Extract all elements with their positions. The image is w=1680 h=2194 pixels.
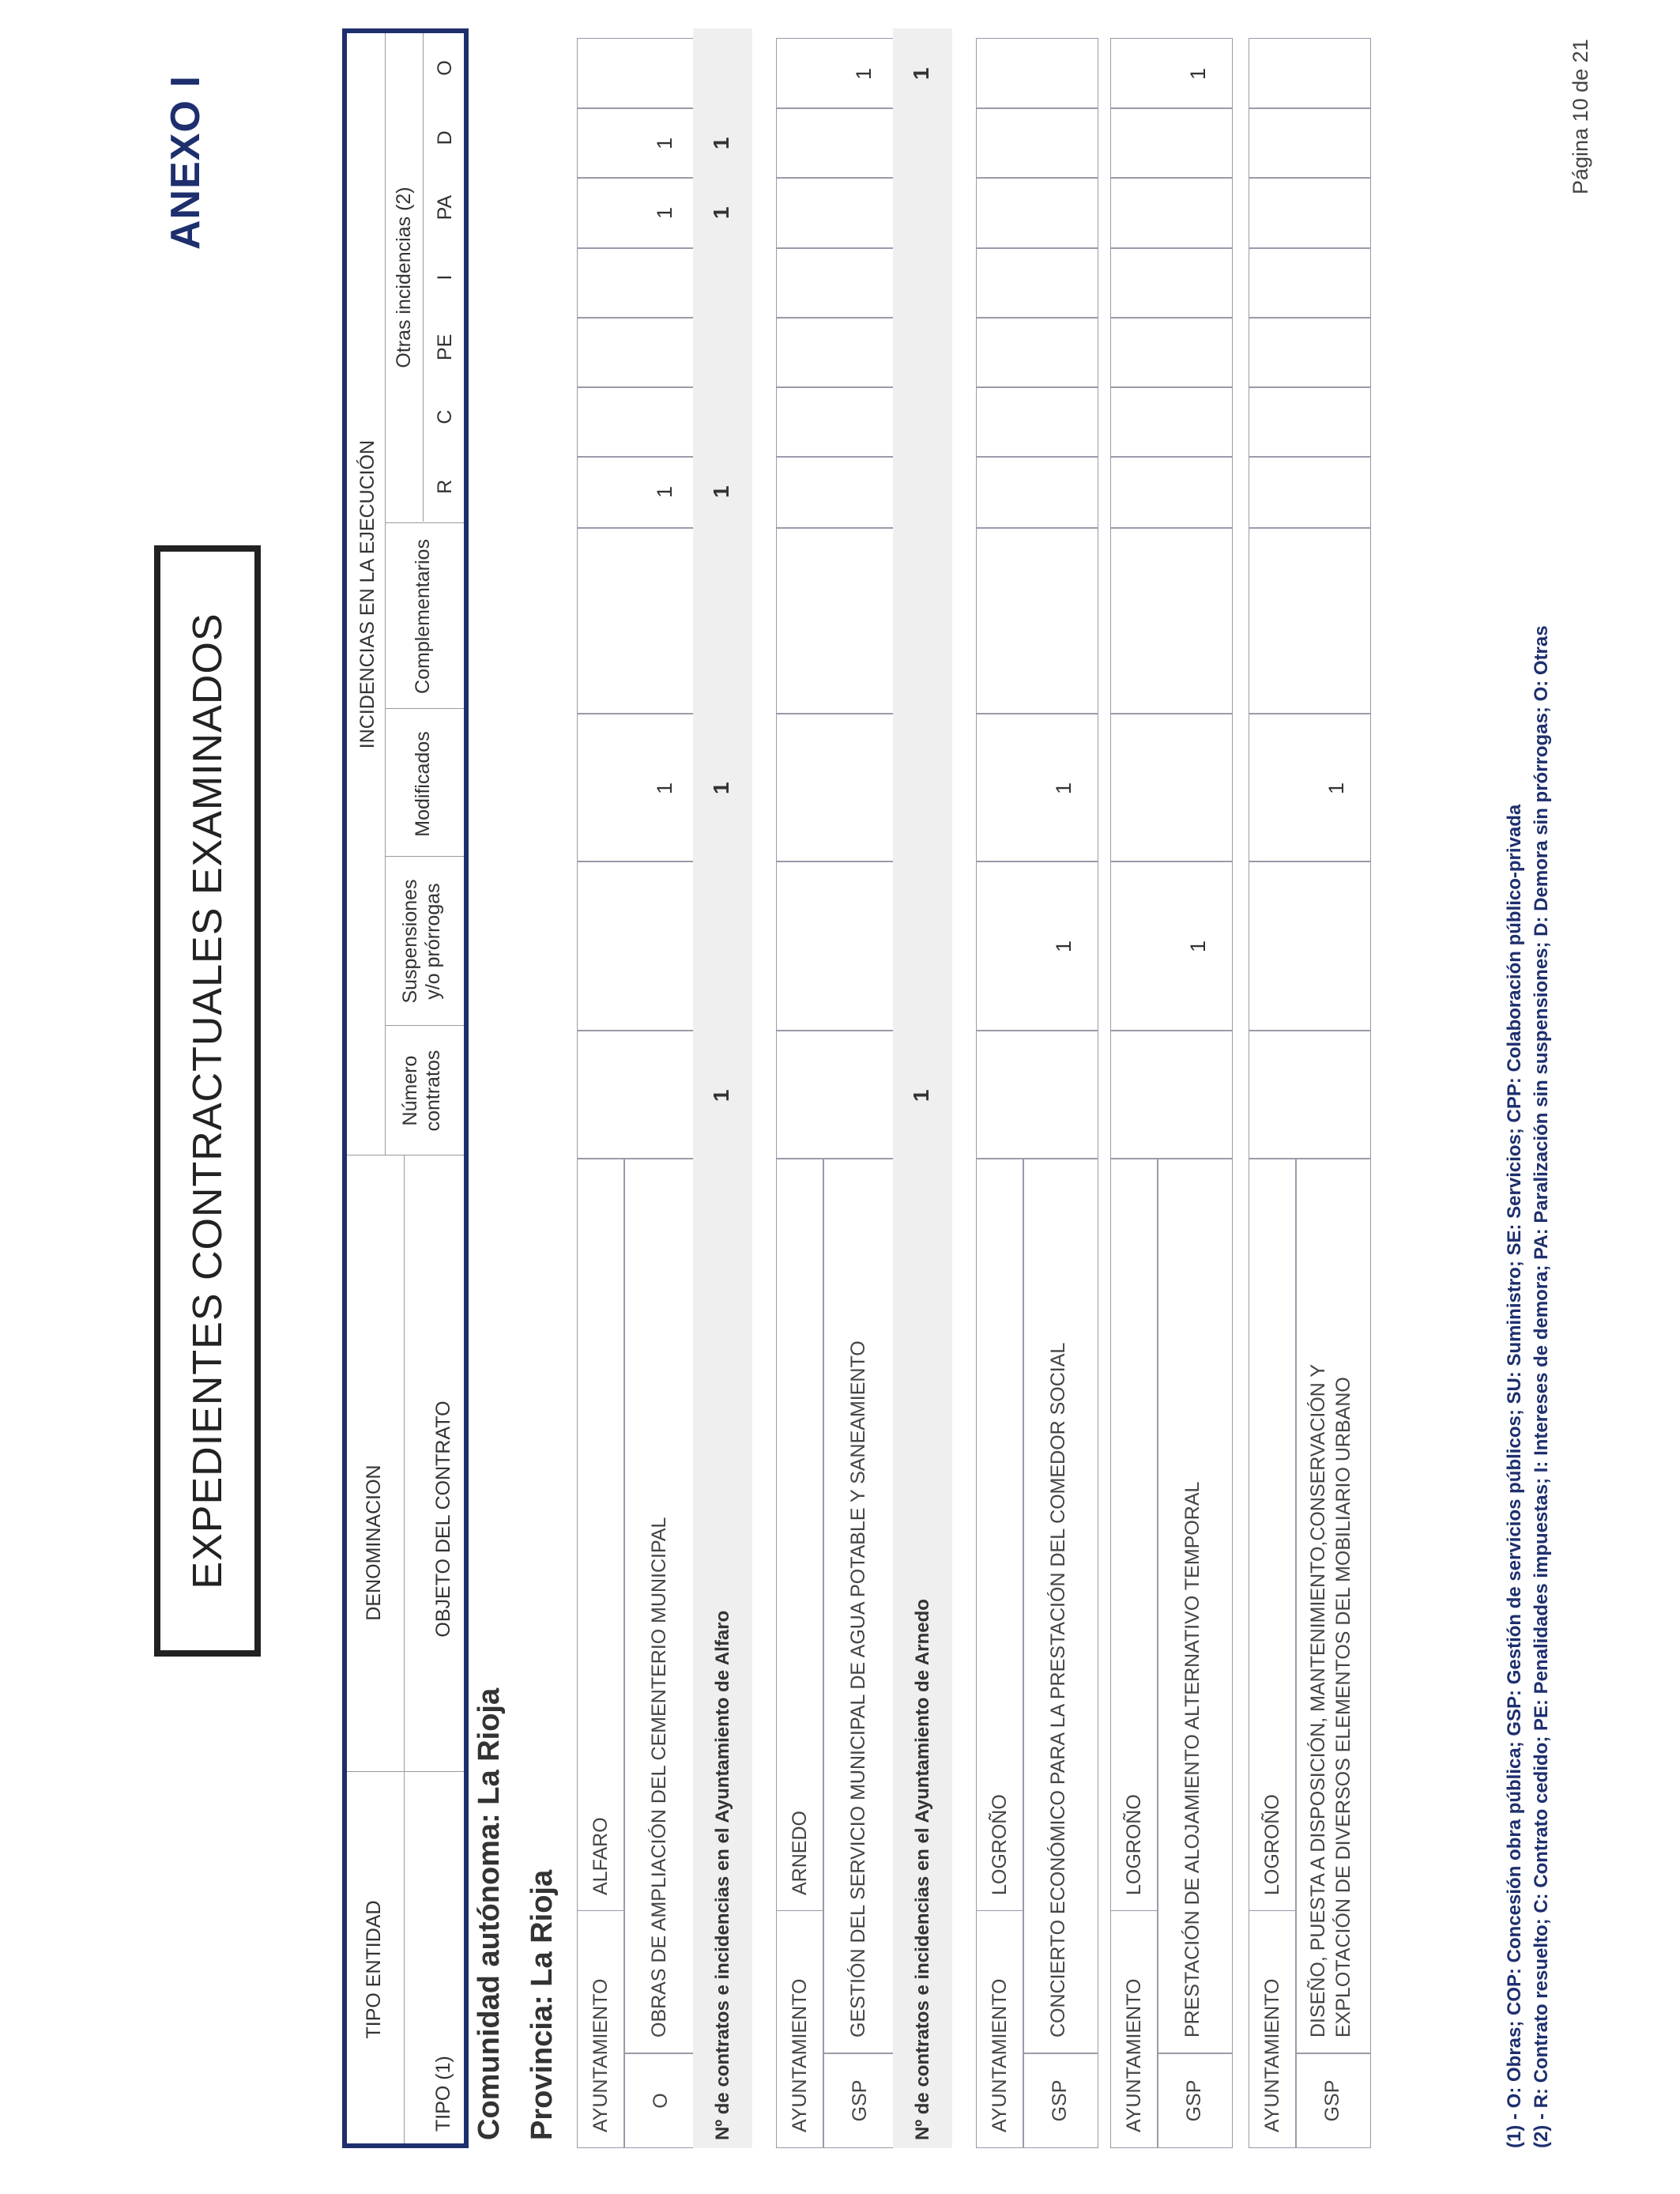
header-numero2: contratos: [421, 1050, 444, 1132]
header-divider: [423, 33, 424, 522]
entidad-divider: [577, 1910, 624, 1911]
incidence-cell: [1249, 178, 1371, 248]
contract-type: GSP: [1183, 2079, 1205, 2122]
header-complementarios: Complementarios: [412, 539, 434, 694]
header-suspensiones: [399, 858, 445, 1024]
page-title: [154, 545, 261, 1657]
incidence-cell: [1110, 457, 1233, 528]
incidence-cell: [776, 861, 898, 1031]
incidence-cell: [577, 108, 699, 178]
contract-type: O: [650, 2093, 672, 2109]
summary-value-pa: 1: [709, 206, 733, 219]
value-mod: 1: [1324, 782, 1348, 794]
summary-value-mod: 1: [709, 782, 733, 794]
annex-label: ANEXO I: [163, 75, 209, 250]
incidence-cell: [976, 318, 1098, 387]
table-header: [342, 28, 469, 2148]
incidence-cell: [776, 38, 898, 108]
comunidad-title: Comunidad autónoma: La Rioja: [473, 1687, 506, 2140]
entity-type: AYUNTAMIENTO: [1123, 1978, 1145, 2132]
entity-type: AYUNTAMIENTO: [989, 1978, 1011, 2132]
incidence-cell: [776, 318, 898, 387]
summary-value-numero: 1: [709, 1089, 733, 1102]
entity-type: AYUNTAMIENTO: [590, 1978, 612, 2132]
incidence-cell: [776, 714, 898, 861]
header-numero-contratos: [399, 1027, 445, 1154]
incidence-cell: [1249, 318, 1371, 387]
summary-value-d: 1: [709, 137, 733, 149]
incidence-cell: [577, 1031, 699, 1159]
incidence-cell: [1110, 387, 1233, 457]
incidence-cell: [976, 178, 1098, 248]
header-suspensiones2: y/o prórrogas: [421, 883, 444, 1000]
header-divider: [385, 856, 464, 857]
header-divider: [385, 708, 464, 709]
value-mod: 1: [1052, 782, 1075, 794]
incidence-cell: [776, 178, 898, 248]
entity-type: AYUNTAMIENTO: [789, 1978, 811, 2132]
incidence-cell: [577, 861, 699, 1031]
incidence-cell: [577, 248, 699, 318]
contract-object: PRESTACIÓN DE ALOJAMIENTO ALTERNATIVO TEMPORAL: [1181, 1481, 1203, 2038]
incidence-cell: [1249, 108, 1371, 178]
header-objeto: OBJETO DEL CONTRATO: [432, 1400, 454, 1638]
summary-row: [693, 28, 752, 2148]
value-susp: 1: [1186, 940, 1210, 952]
legend-line-2: (2) - R: Contrato resuelto; C: Contrato cedido; PE: Penalidades impuestas; I: Intereses de demora; PA: Paralización sin suspensiones; D: Demora sin prórrogas; O: Otras: [1531, 625, 1552, 2148]
incidence-cell: [976, 457, 1098, 528]
value-mod: 1: [653, 782, 676, 794]
contract-object: EXPLOTACIÓN DE DIVERSOS ELEMENTOS DEL MOBILIARIO URBANO: [1332, 1377, 1354, 2038]
incidence-cell: [1110, 178, 1233, 248]
contract-type: GSP: [1321, 2079, 1343, 2122]
header-divider: [385, 33, 386, 1155]
provincia-title: Provincia: La Rioja: [525, 1869, 559, 2140]
header-tipo: TIPO (1): [432, 2056, 454, 2132]
value-o: 1: [852, 67, 876, 80]
incidence-cell: [776, 387, 898, 457]
table-row: [776, 28, 898, 2148]
summary-label: Nº de contratos e incidencias en el Ayuntamiento de Alfaro: [712, 1610, 733, 2140]
header-sub-pa: PA: [434, 194, 456, 221]
contract-object: OBRAS DE AMPLIACIÓN DEL CEMENTERIO MUNICIPAL: [648, 1517, 670, 2038]
page-number: Página 10 de 21: [1569, 39, 1592, 194]
header-sub-o: O: [434, 60, 456, 76]
incidence-cell: [1249, 714, 1371, 861]
incidence-cell: [1249, 1031, 1371, 1159]
incidence-cell: [976, 108, 1098, 178]
municipality: LOGROÑO: [1123, 1794, 1145, 1895]
header-sub-pe: PE: [434, 334, 456, 360]
incidence-cell: [776, 108, 898, 178]
summary-label: Nº de contratos e incidencias en el Ayuntamiento de Arnedo: [912, 1599, 933, 2140]
value-r: 1: [653, 485, 676, 498]
header-sub-c: C: [434, 409, 456, 424]
incidence-cell: [976, 248, 1098, 318]
incidence-cell: [776, 1031, 898, 1159]
header-divider: [404, 1155, 405, 2143]
header-divider: [385, 1025, 464, 1026]
contract-object: CONCIERTO ECONÓMICO PARA LA PRESTACIÓN DEL COMEDOR SOCIAL: [1047, 1342, 1069, 2038]
incidence-cell: [1110, 861, 1233, 1031]
header-incidencias: INCIDENCIAS EN LA EJECUCIÓN: [356, 439, 379, 749]
value-o: 1: [1186, 67, 1210, 80]
header-sub-i: I: [434, 274, 456, 281]
incidence-cell: [1249, 528, 1371, 714]
header-numero: Número: [399, 1055, 421, 1126]
incidence-cell: [1110, 108, 1233, 178]
legend: [1501, 625, 1555, 2148]
incidence-cell: [577, 457, 699, 528]
incidence-cell: [1249, 861, 1371, 1031]
incidence-cell: [1249, 387, 1371, 457]
incidence-cell: [577, 528, 699, 714]
incidence-cell: [577, 38, 699, 108]
header-modificados: Modificados: [412, 731, 434, 837]
incidence-cell: [976, 1031, 1098, 1159]
incidence-cell: [1249, 248, 1371, 318]
header-tipo-entidad: TIPO ENTIDAD: [363, 1900, 385, 2039]
summary-value-o: 1: [909, 67, 933, 80]
incidence-cell: [577, 387, 699, 457]
incidence-cell: [1110, 528, 1233, 714]
incidence-cell: [1249, 38, 1371, 108]
contract-type: GSP: [849, 2079, 871, 2122]
municipality: ALFARO: [590, 1817, 612, 1895]
contract-object: DISEÑO, PUESTA A DISPOSICIÓN, MANTENIMIENTO,CONSERVACIÓN Y: [1307, 1363, 1329, 2038]
incidence-cell: [976, 387, 1098, 457]
table-row: [976, 28, 1098, 2148]
value-d: 1: [653, 137, 676, 149]
table-row: [1249, 28, 1371, 2148]
entidad-divider: [976, 1910, 1023, 1911]
incidence-cell: [1110, 714, 1233, 861]
incidence-cell: [976, 714, 1098, 861]
incidence-cell: [577, 318, 699, 387]
header-divider: [385, 522, 464, 523]
incidence-cell: [577, 178, 699, 248]
incidence-cell: [1110, 38, 1233, 108]
header-sub-r: R: [434, 479, 456, 494]
entity-type: AYUNTAMIENTO: [1261, 1978, 1283, 2132]
municipality: ARNEDO: [789, 1811, 811, 1895]
summary-value-r: 1: [709, 485, 733, 498]
municipality: LOGROÑO: [1261, 1794, 1283, 1895]
incidence-cell: [776, 457, 898, 528]
page-title-text: EXPEDIENTES CONTRACTUALES EXAMINADOS: [184, 613, 231, 1589]
entidad-divider: [1110, 1910, 1158, 1911]
summary-value-numero: 1: [909, 1089, 933, 1102]
incidence-cell: [577, 714, 699, 861]
header-sub-d: D: [434, 130, 456, 145]
entidad-divider: [1249, 1910, 1296, 1911]
header-divider: [347, 1771, 464, 1772]
table-row: [577, 28, 699, 2148]
incidence-cell: [1249, 457, 1371, 528]
entidad-divider: [776, 1910, 823, 1911]
header-denominacion: DENOMINACION: [363, 1465, 385, 1621]
legend-line-1: (1) - O: Obras; COP: Concesión obra pública; GSP: Gestión de servicios públicos; SU: Suministro; SE: Servicios; CPP: Colaboración público-privada: [1504, 804, 1525, 2148]
table-row: [1110, 28, 1233, 2148]
value-susp: 1: [1052, 940, 1075, 952]
header-otras: Otras incidencias (2): [393, 187, 415, 368]
contract-type: GSP: [1049, 2079, 1071, 2122]
incidence-cell: [976, 528, 1098, 714]
incidence-cell: [776, 528, 898, 714]
incidence-cell: [1110, 248, 1233, 318]
municipality: LOGROÑO: [989, 1794, 1011, 1895]
contract-object: GESTIÓN DEL SERVICIO MUNICIPAL DE AGUA POTABLE Y SANEAMIENTO: [847, 1340, 869, 2038]
header-suspensiones1: Suspensiones: [399, 879, 421, 1004]
incidence-cell: [1110, 1031, 1233, 1159]
incidence-cell: [976, 38, 1098, 108]
value-pa: 1: [653, 206, 676, 219]
incidence-cell: [1110, 318, 1233, 387]
summary-row: [893, 28, 952, 2148]
incidence-cell: [976, 861, 1098, 1031]
incidence-cell: [776, 248, 898, 318]
